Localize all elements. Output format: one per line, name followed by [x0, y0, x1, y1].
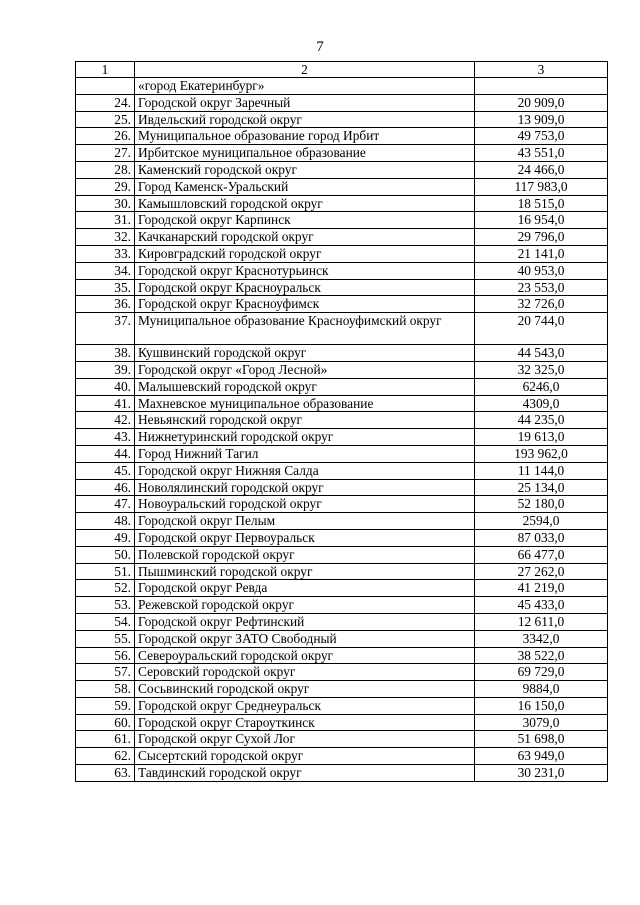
continuation-row: [76, 78, 608, 95]
row-value: 25 134,0: [475, 479, 608, 496]
row-value: 193 962,0: [475, 445, 608, 462]
row-value: 27 262,0: [475, 563, 608, 580]
table-row: [76, 714, 608, 731]
row-name: Городской округ Заречный: [135, 94, 475, 111]
table-row: [76, 296, 608, 313]
table-row: [76, 178, 608, 195]
row-value: 51 698,0: [475, 731, 608, 748]
row-number: 62.: [76, 748, 135, 765]
table-row: [76, 212, 608, 229]
row-value: 12 611,0: [475, 613, 608, 630]
row-value: 43 551,0: [475, 145, 608, 162]
row-name: Кушвинский городской округ: [135, 345, 475, 362]
table-row: [76, 513, 608, 530]
row-name: Городской округ Первоуральск: [135, 529, 475, 546]
row-name: Камышловский городской округ: [135, 195, 475, 212]
row-number: 34.: [76, 262, 135, 279]
row-number: 43.: [76, 429, 135, 446]
row-value: 41 219,0: [475, 580, 608, 597]
row-value: 19 613,0: [475, 429, 608, 446]
row-value: 16 150,0: [475, 697, 608, 714]
table-row: [76, 262, 608, 279]
row-number: 24.: [76, 94, 135, 111]
table-row: [76, 630, 608, 647]
row-name: Городской округ Сухой Лог: [135, 731, 475, 748]
row-value: 9884,0: [475, 681, 608, 698]
row-name: Муниципальное образование Красноуфимский округ: [135, 313, 475, 345]
row-name: Городской округ Краснотурьинск: [135, 262, 475, 279]
row-name: Городской округ ЗАТО Свободный: [135, 630, 475, 647]
table-row: [76, 681, 608, 698]
table-row: [76, 313, 608, 345]
row-name: Серовский городской округ: [135, 664, 475, 681]
table-row: [76, 748, 608, 765]
row-number: 25.: [76, 111, 135, 128]
row-name: Сосьвинский городской округ: [135, 681, 475, 698]
row-name: Городской округ Среднеуральск: [135, 697, 475, 714]
row-value: 18 515,0: [475, 195, 608, 212]
row-value: 23 553,0: [475, 279, 608, 296]
row-number: 56.: [76, 647, 135, 664]
row-number: 30.: [76, 195, 135, 212]
row-value: 4309,0: [475, 395, 608, 412]
row-value: 87 033,0: [475, 529, 608, 546]
row-number: 37.: [76, 313, 135, 345]
table-row: [76, 378, 608, 395]
table-header-row: [76, 62, 608, 78]
row-name: Город Каменск-Уральский: [135, 178, 475, 195]
row-number: 38.: [76, 345, 135, 362]
row-value: 20 744,0: [475, 313, 608, 345]
row-value: 29 796,0: [475, 229, 608, 246]
row-value: 38 522,0: [475, 647, 608, 664]
table-row: [76, 731, 608, 748]
row-value: 44 235,0: [475, 412, 608, 429]
table-row: [76, 580, 608, 597]
row-name: Муниципальное образование город Ирбит: [135, 128, 475, 145]
row-number: 36.: [76, 296, 135, 313]
row-name: Малышевский городской округ: [135, 378, 475, 395]
table-row: [76, 361, 608, 378]
row-value: 40 953,0: [475, 262, 608, 279]
table-row: [76, 765, 608, 782]
row-number: 61.: [76, 731, 135, 748]
header-col-number: 1: [76, 62, 135, 78]
row-name: Город Нижний Тагил: [135, 445, 475, 462]
row-number: [76, 78, 135, 95]
row-number: 52.: [76, 580, 135, 597]
row-name: Ивдельский городской округ: [135, 111, 475, 128]
row-number: 29.: [76, 178, 135, 195]
table-row: [76, 546, 608, 563]
row-value: 32 726,0: [475, 296, 608, 313]
row-name: Ирбитское муниципальное образование: [135, 145, 475, 162]
row-number: 45.: [76, 462, 135, 479]
row-value: 63 949,0: [475, 748, 608, 765]
table-row: [76, 345, 608, 362]
row-number: 51.: [76, 563, 135, 580]
row-number: 33.: [76, 245, 135, 262]
row-name: Пышминский городской округ: [135, 563, 475, 580]
table-row: [76, 697, 608, 714]
row-value: 66 477,0: [475, 546, 608, 563]
row-number: 39.: [76, 361, 135, 378]
row-number: 50.: [76, 546, 135, 563]
table-row: [76, 229, 608, 246]
row-name: Махневское муниципальное образование: [135, 395, 475, 412]
row-value: 16 954,0: [475, 212, 608, 229]
row-number: 26.: [76, 128, 135, 145]
row-name: Режевской городской округ: [135, 597, 475, 614]
row-name: Нижнетуринский городской округ: [135, 429, 475, 446]
row-number: 48.: [76, 513, 135, 530]
row-name: Городской округ Карпинск: [135, 212, 475, 229]
row-name: Сысертский городской округ: [135, 748, 475, 765]
row-number: 47.: [76, 496, 135, 513]
header-col-name: 2: [135, 62, 475, 78]
table-row: [76, 445, 608, 462]
row-number: 55.: [76, 630, 135, 647]
table-row: [76, 195, 608, 212]
row-value: 52 180,0: [475, 496, 608, 513]
row-value: [475, 78, 608, 95]
table-row: [76, 664, 608, 681]
row-number: 44.: [76, 445, 135, 462]
row-name: Городской округ Красноуральск: [135, 279, 475, 296]
row-name: Кировградский городской округ: [135, 245, 475, 262]
row-value: 11 144,0: [475, 462, 608, 479]
table-row: [76, 161, 608, 178]
table-row: [76, 111, 608, 128]
row-value: 21 141,0: [475, 245, 608, 262]
row-name: Новолялинский городской округ: [135, 479, 475, 496]
row-number: 28.: [76, 161, 135, 178]
page-number: 7: [316, 39, 324, 55]
table-row: [76, 128, 608, 145]
row-name: Городской округ Нижняя Салда: [135, 462, 475, 479]
row-value: 24 466,0: [475, 161, 608, 178]
table-row: [76, 462, 608, 479]
row-name: Городской округ Красноуфимск: [135, 296, 475, 313]
table-row: [76, 563, 608, 580]
row-value: 69 729,0: [475, 664, 608, 681]
row-name: Городской округ Рефтинский: [135, 613, 475, 630]
row-value: 6246,0: [475, 378, 608, 395]
row-number: 35.: [76, 279, 135, 296]
row-value: 117 983,0: [475, 178, 608, 195]
row-number: 58.: [76, 681, 135, 698]
row-value: 30 231,0: [475, 765, 608, 782]
row-number: 60.: [76, 714, 135, 731]
row-name: Городской округ Ревда: [135, 580, 475, 597]
row-value: 2594,0: [475, 513, 608, 530]
row-number: 41.: [76, 395, 135, 412]
table-body: [76, 62, 608, 782]
row-number: 59.: [76, 697, 135, 714]
table-row: [76, 529, 608, 546]
row-value: 49 753,0: [475, 128, 608, 145]
row-value: 13 909,0: [475, 111, 608, 128]
table-row: [76, 245, 608, 262]
header-col-value: 3: [475, 62, 608, 78]
allocation-table: [75, 61, 608, 782]
row-number: 54.: [76, 613, 135, 630]
table-row: [76, 145, 608, 162]
row-name: Каменский городской округ: [135, 161, 475, 178]
table-row: [76, 647, 608, 664]
table-row: [76, 613, 608, 630]
table-row: [76, 479, 608, 496]
row-name: Полевской городской округ: [135, 546, 475, 563]
table-row: [76, 429, 608, 446]
row-number: 40.: [76, 378, 135, 395]
row-number: 63.: [76, 765, 135, 782]
row-name: Городской округ «Город Лесной»: [135, 361, 475, 378]
table-row: [76, 279, 608, 296]
row-number: 49.: [76, 529, 135, 546]
row-name: Городской округ Староуткинск: [135, 714, 475, 731]
row-number: 57.: [76, 664, 135, 681]
row-number: 53.: [76, 597, 135, 614]
table-row: [76, 597, 608, 614]
row-number: 32.: [76, 229, 135, 246]
row-name: Качканарский городской округ: [135, 229, 475, 246]
row-number: 27.: [76, 145, 135, 162]
row-value: 3342,0: [475, 630, 608, 647]
row-number: 46.: [76, 479, 135, 496]
row-name: Городской округ Пелым: [135, 513, 475, 530]
row-name: Новоуральский городской округ: [135, 496, 475, 513]
row-value: 44 543,0: [475, 345, 608, 362]
row-number: 42.: [76, 412, 135, 429]
row-name: Тавдинский городской округ: [135, 765, 475, 782]
row-number: 31.: [76, 212, 135, 229]
row-value: 45 433,0: [475, 597, 608, 614]
table-row: [76, 412, 608, 429]
table-row: [76, 94, 608, 111]
continuation-text: «город Екатеринбург»: [135, 78, 475, 95]
row-value: 3079,0: [475, 714, 608, 731]
row-value: 20 909,0: [475, 94, 608, 111]
table-row: [76, 395, 608, 412]
row-name: Североуральский городской округ: [135, 647, 475, 664]
row-value: 32 325,0: [475, 361, 608, 378]
table-row: [76, 496, 608, 513]
row-name: Невьянский городской округ: [135, 412, 475, 429]
